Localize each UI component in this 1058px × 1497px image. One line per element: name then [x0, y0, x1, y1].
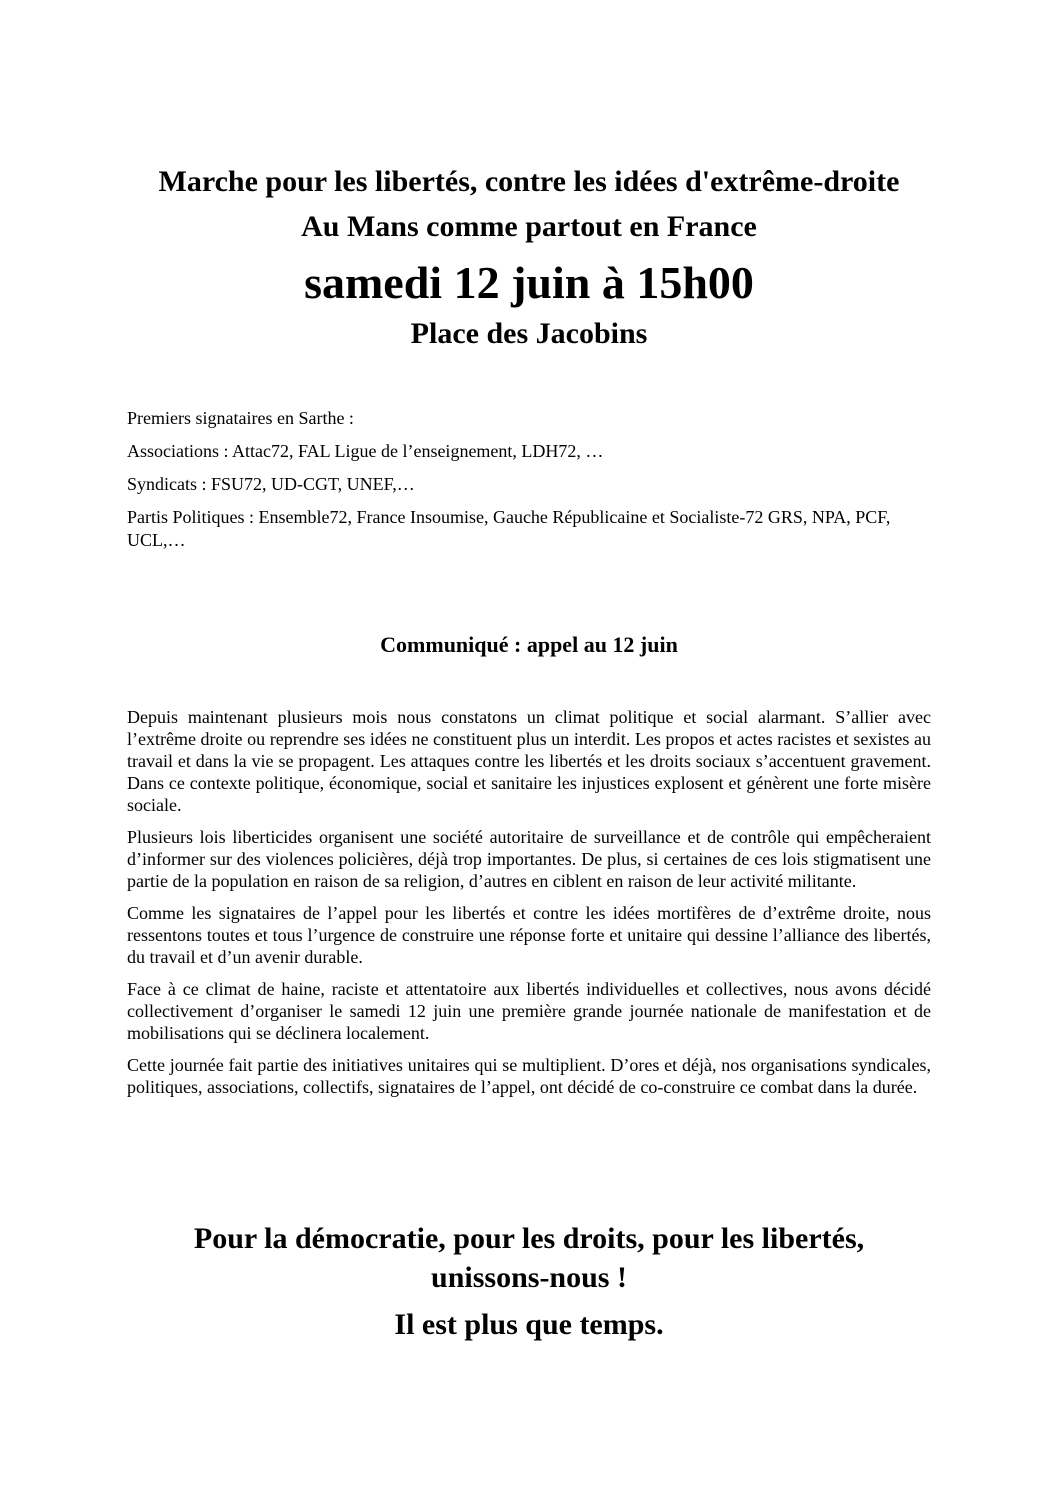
signatories-intro: Premiers signataires en Sarthe : — [127, 408, 354, 428]
communique-paragraph: Face à ce climat de haine, raciste et attentatoire aux libertés individuelles et collectives, nous avons décidé collectivement d’organiser le samedi 12 juin une première grande journée nationale de manifestation et de mobilisations qui se déclinera localement. — [127, 979, 931, 1043]
communique-paragraph: Plusieurs lois liberticides organisent une société autoritaire de surveillance et de contrôle qui empêcheraient d’informer sur des violences policières, déjà trop importantes. De plus, si certaines de ces lois stigmatisent une partie de la population en raison de sa religion, d’autres en ciblent en raison de leur activité militante. — [127, 827, 931, 891]
communique-body — [127, 706, 931, 1108]
event-date-time: samedi 12 juin à 15h00 — [304, 257, 754, 308]
signatories-section — [127, 407, 937, 562]
closing-line: Il est plus que temps. — [394, 1308, 664, 1341]
signatories-associations: Associations : Attac72, FAL Ligue de l’enseignement, LDH72, … — [127, 441, 604, 461]
communique-paragraph: Depuis maintenant plusieurs mois nous constatons un climat politique et social alarmant. S’allier avec l’extrême droite ou reprendre ses idées ne constituent plus un interdit. Les propos et actes racistes et sexistes au travail et dans la vie se propagent. Les attaques contre les libertés et les droits sociaux s’accentuent gravement. Dans ce contexte politique, économique, social et sanitaire les injustices explosent et génèrent une forte misère sociale. — [127, 707, 931, 815]
signatories-partis: Partis Politiques : Ensemble72, France Insoumise, Gauche Républicaine et Socialiste-72 GRS, NPA, PCF, UCL,… — [127, 507, 891, 550]
title-line-1: Marche pour les libertés, contre les idées d'extrême-droite — [158, 165, 900, 198]
signatories-syndicats: Syndicats : FSU72, UD-CGT, UNEF,… — [127, 474, 415, 494]
communique-paragraph: Cette journée fait partie des initiatives unitaires qui se multiplient. D’ores et déjà, nos organisations syndicales, politiques, associations, collectifs, signataires de l’appel, ont décidé de co-construire ce combat dans la durée. — [127, 1055, 931, 1097]
communique-paragraph: Comme les signataires de l’appel pour les libertés et contre les idées mortifères de d’extrême droite, nous ressentons toutes et tous l’urgence de construire une réponse forte et unitaire qui dessine l’alliance des libertés, du travail et d’un avenir durable. — [127, 903, 931, 967]
title-line-2: Au Mans comme partout en France — [301, 210, 757, 243]
communique-heading: Communiqué : appel au 12 juin — [380, 632, 678, 657]
slogan-line-2: unissons-nous ! — [431, 1261, 627, 1294]
slogan-line-1: Pour la démocratie, pour les droits, pour les libertés, — [193, 1222, 865, 1255]
event-place: Place des Jacobins — [410, 317, 648, 350]
